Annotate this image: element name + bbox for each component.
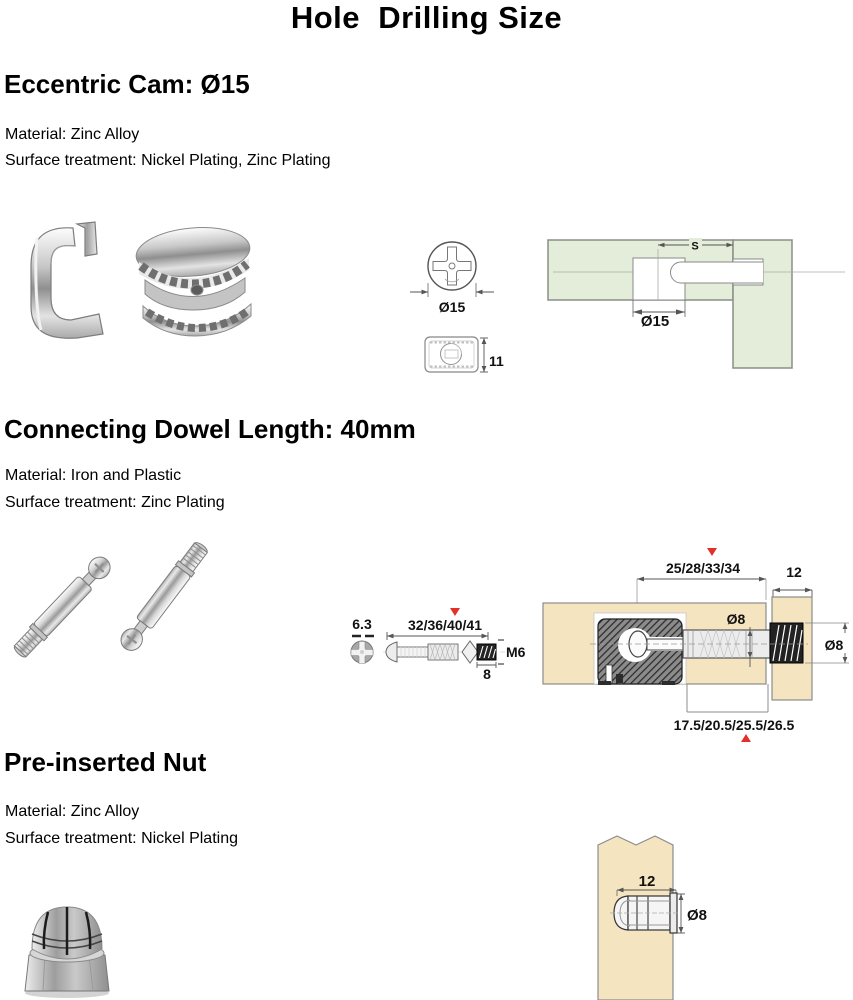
nut-body	[25, 907, 109, 991]
dowel-dimension-drawing	[335, 595, 535, 690]
page-title: Hole Drilling Size	[290, 0, 563, 35]
nut-section-heading: Pre-inserted Nut	[4, 747, 207, 777]
dowel-head-dia-label: 6.3	[352, 616, 372, 632]
cam-surface-text: Surface treatment: Nickel Plating, Zinc Plating	[5, 152, 331, 169]
eccentric-cam-photo	[15, 218, 265, 348]
insert-marker-triangle-icon	[707, 548, 717, 556]
hole-diameter-label: Ø8	[824, 637, 844, 653]
drill-depth-bracket	[687, 684, 768, 712]
cam-section-heading: Eccentric Cam: Ø15	[4, 69, 250, 99]
nut-hole-dia-dimension	[677, 894, 685, 933]
cam-height-dimension	[480, 338, 488, 372]
dowel-lengths-label: 32/36/40/41	[408, 617, 482, 633]
thread-size-label: M6	[506, 644, 526, 660]
dowel-photo	[0, 520, 250, 700]
shaft-diameter-label: Ø8	[726, 611, 746, 627]
dowel-side-view	[386, 641, 496, 663]
cam-hole-diameter-label: Ø15	[640, 313, 670, 330]
dowel-head-front-view	[351, 641, 373, 664]
cam-side-height-label: 11	[489, 353, 504, 369]
cam-material-text: Material: Zinc Alloy	[5, 126, 140, 143]
cam-cross-section	[598, 619, 683, 685]
dowel-material-text: Material: Iron and Plastic	[5, 467, 182, 484]
cam-top-diameter-label: Ø15	[438, 299, 466, 315]
dowel-surface-text: Surface treatment: Zinc Plating	[5, 494, 225, 511]
cam-side-view	[425, 337, 478, 372]
insert-length-dimension	[637, 577, 766, 582]
dowel-slot-cutout	[671, 262, 764, 283]
edge-thickness-label: 12	[786, 564, 802, 580]
insert-lengths-label: 25/28/33/34	[666, 560, 740, 576]
length-dimension	[387, 632, 488, 640]
depth-marker-triangle-icon	[741, 734, 751, 742]
dowel-pin-right	[117, 539, 211, 655]
cam-drilling-diagram	[545, 222, 853, 372]
nut-material-text: Material: Zinc Alloy	[5, 803, 140, 820]
nut-depth-label: 12	[638, 873, 656, 890]
dowel-section-heading: Connecting Dowel Length: 40mm	[4, 414, 416, 444]
edge-distance-label: S	[691, 240, 699, 253]
nut-surface-text: Surface treatment: Nickel Plating	[5, 830, 238, 847]
length-marker-triangle-icon	[450, 608, 460, 616]
nut-hole-diameter-label: Ø8	[687, 907, 708, 924]
thread-length-label: 8	[483, 666, 491, 682]
dowel-joint-diagram	[540, 540, 853, 745]
nut-photo	[15, 885, 135, 1000]
drill-depths-label: 17.5/20.5/25.5/26.5	[673, 717, 795, 733]
cam-technical-views	[400, 235, 520, 380]
nut-cross-section	[610, 893, 680, 933]
cam-photo-right	[134, 223, 252, 336]
cam-photo-left	[31, 222, 103, 338]
dowel-pin-left	[11, 553, 115, 661]
nut-drilling-diagram	[590, 828, 790, 1000]
